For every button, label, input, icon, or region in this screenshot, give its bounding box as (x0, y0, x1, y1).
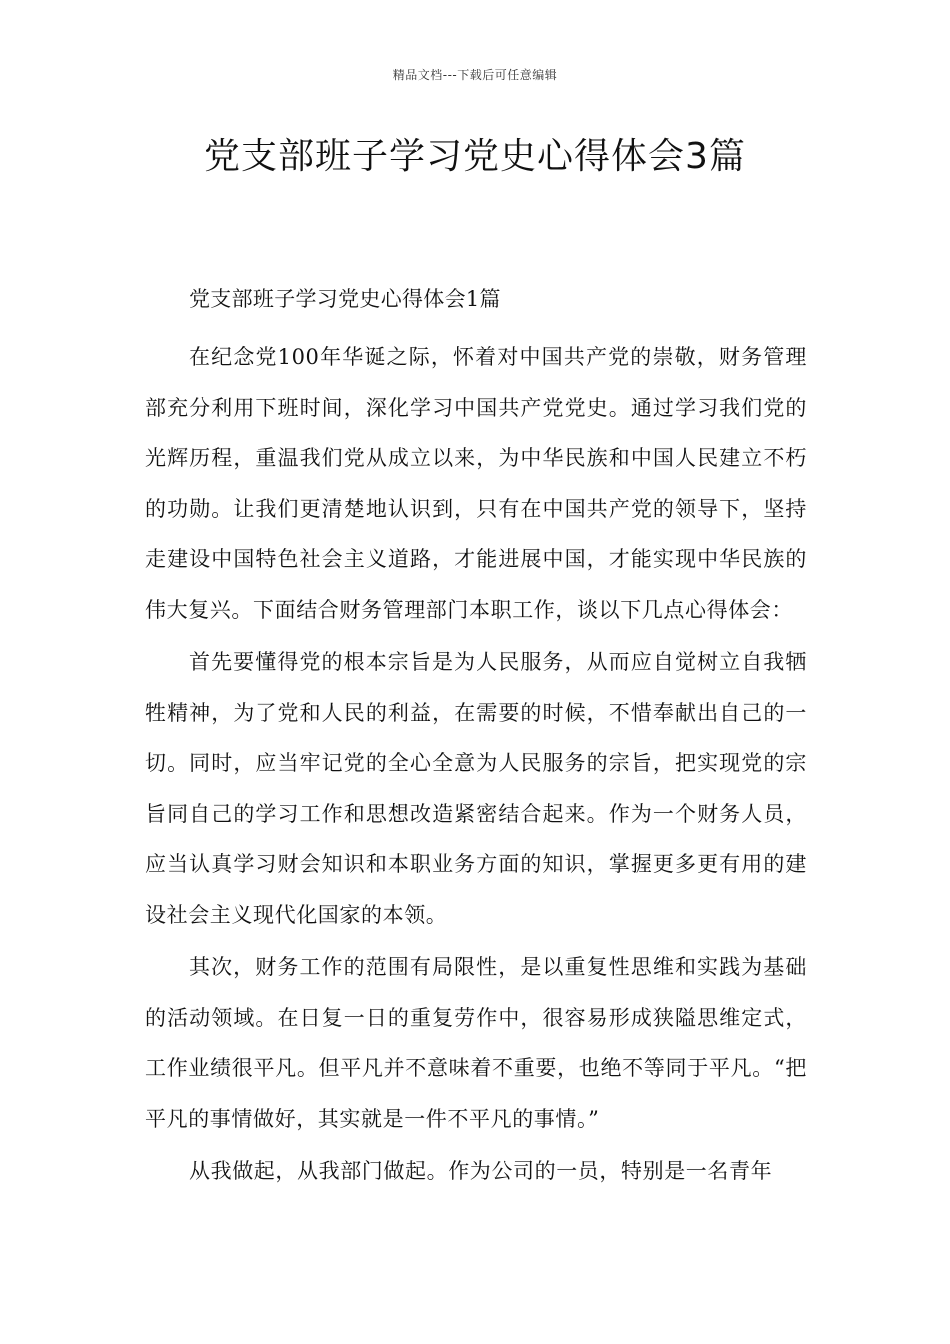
section-subtitle: 党支部班子学习党史心得体会1篇 (189, 287, 501, 311)
document-title: 党支部班子学习党史心得体会3篇 (204, 136, 746, 177)
header-note: 精品文档---下载后可任意编辑 (392, 68, 558, 82)
document-body (145, 282, 807, 1199)
paragraph-4: 从我做起，从我部门做起。作为公司的一员，特别是一名青年 (189, 1159, 773, 1183)
paragraph-3: 其次，财务工作的范围有局限性，是以重复性思维和实践为基础的活动领域。在日复一日的重复劳作中，很容易形成狭隘思维定式，工作业绩很平凡。但平凡并不意味着不重要，也绝不等同于平凡。“把平凡的事情做好，其实就是一件不平凡的事情。” (145, 955, 807, 1131)
paragraph-2: 首先要懂得党的根本宗旨是为人民服务，从而应自觉树立自我牺牲精神，为了党和人民的利益，在需要的时候，不惜奉献出自己的一切。同时，应当牢记党的全心全意为人民服务的宗旨，把实现党的宗旨同自己的学习工作和思想改造紧密结合起来。作为一个财务人员，应当认真学习财会知识和本职业务方面的知识，掌握更多更有用的建设社会主义现代化国家的本领。 (145, 650, 807, 927)
paragraph-1: 在纪念党100年华诞之际，怀着对中国共产党的崇敬，财务管理部充分利用下班时间，深化学习中国共产党党史。通过学习我们党的光辉历程，重温我们党从成立以来，为中华民族和中国人民建立不朽的功勋。让我们更清楚地认识到，只有在中国共产党的领导下，坚持走建设中国特色社会主义道路，才能进展中国，才能实现中华民族的伟大复兴。下面结合财务管理部门本职工作，谈以下几点心得体会： (145, 345, 807, 622)
